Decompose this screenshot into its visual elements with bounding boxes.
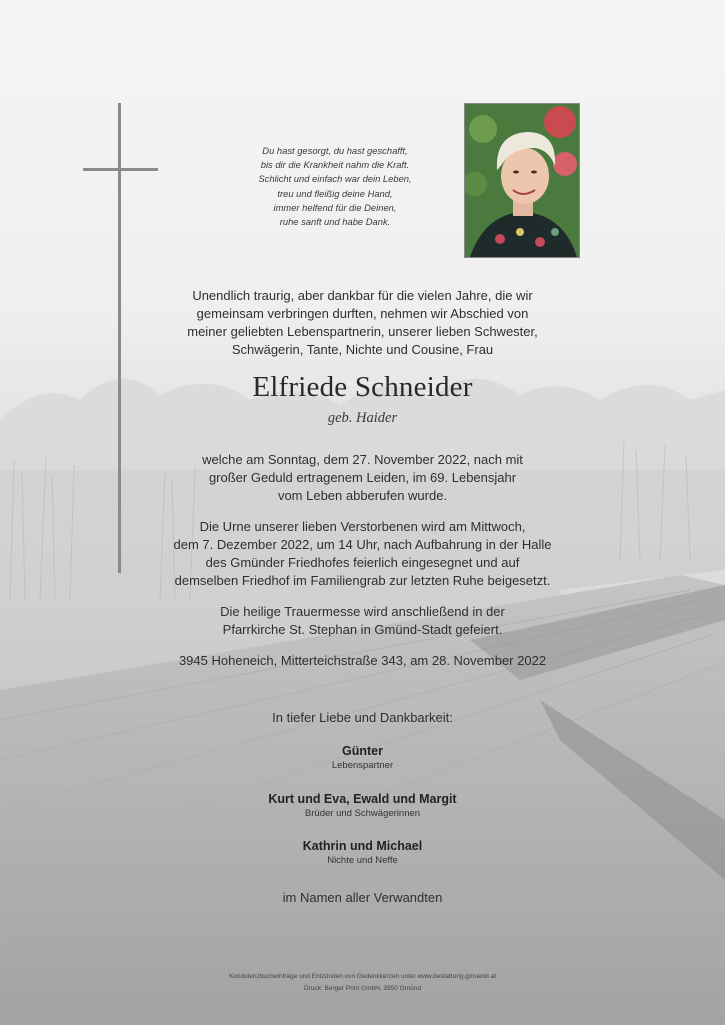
mourner-names: Günter [342, 744, 383, 758]
mourner-relation: Nichte und Neffe [327, 855, 398, 866]
burial-line: Die Urne unserer lieben Verstorbenen wird am Mittwoch, [199, 519, 526, 534]
maiden-name: geb. Haider [327, 410, 398, 426]
burial-paragraph [0, 518, 725, 590]
footer [0, 971, 725, 995]
mass-line: Die heilige Trauermesse wird anschließend in der [220, 604, 505, 619]
burial-line: dem 7. Dezember 2022, um 14 Uhr, nach Aufbahrung in der Halle [173, 537, 552, 552]
burial-line: demselben Friedhof im Familiengrab zur letzten Ruhe beigesetzt. [174, 573, 551, 588]
poem-line: Schlicht und einfach war dein Leben, [258, 173, 412, 185]
death-line: welche am Sonntag, dem 27. November 2022, nach mit [202, 452, 523, 467]
place-and-date: 3945 Hoheneich, Mitterteichstraße 343, am 28. November 2022 [178, 653, 547, 668]
footer-condolence-line: Kondolenzbucheinträge und Entzünden von Gedenkkerzen unter www.bestattung.gmuend.at [228, 973, 497, 980]
mourner-group [0, 744, 725, 771]
cross-horizontal-bar [83, 168, 158, 171]
poem-line: Du hast gesorgt, du hast geschafft, [262, 145, 408, 156]
poem-line: immer helfend für die Deinen, [273, 201, 397, 213]
mourner-names: Kurt und Eva, Ewald und Margit [268, 792, 457, 806]
mourner-relation: Lebenspartner [331, 760, 394, 771]
poem-line: bis dir die Krankheit nahm die Kraft. [260, 159, 410, 171]
poem-line: treu und fleißig deine Hand, [277, 187, 393, 199]
intro-line: gemeinsam verbringen durften, nehmen wir Abschied von [196, 306, 529, 321]
mourner-names: Kathrin und Michael [302, 839, 423, 853]
death-line: vom Leben abberufen wurde. [277, 488, 448, 503]
intro-line: Unendlich traurig, aber dankbar für die vielen Jahre, die wir [192, 288, 533, 303]
burial-line: des Gmünder Friedhofes feierlich eingesegnet und auf [205, 555, 520, 570]
footer-print-line: Druck: Berger Print GmbH, 3950 Gmünd [303, 985, 422, 992]
poem-line: ruhe sanft und habe Dank. [279, 216, 391, 228]
portrait-photo [464, 103, 580, 258]
mourner-group [0, 839, 725, 866]
death-paragraph [0, 451, 725, 505]
mass-paragraph [0, 603, 725, 639]
mass-line: Pfarrkirche St. Stephan in Gmünd-Stadt gefeiert. [222, 622, 503, 637]
mourner-group [0, 792, 725, 819]
mourner-relation: Brüder und Schwägerinnen [304, 808, 421, 819]
intro-paragraph [0, 287, 725, 359]
intro-line: meiner geliebten Lebenspartnerin, unserer lieben Schwester, [187, 324, 538, 339]
intro-line: Schwägerin, Tante, Nichte und Cousine, Frau [231, 342, 494, 357]
memorial-poem [230, 144, 440, 229]
deceased-name: Elfriede Schneider [252, 371, 473, 403]
mourners-heading: In tiefer Liebe und Dankbarkeit: [272, 710, 453, 725]
death-line: großer Geduld ertragenem Leiden, im 69. Lebensjahr [208, 470, 517, 485]
closing-line: im Namen aller Verwandten [282, 890, 443, 905]
